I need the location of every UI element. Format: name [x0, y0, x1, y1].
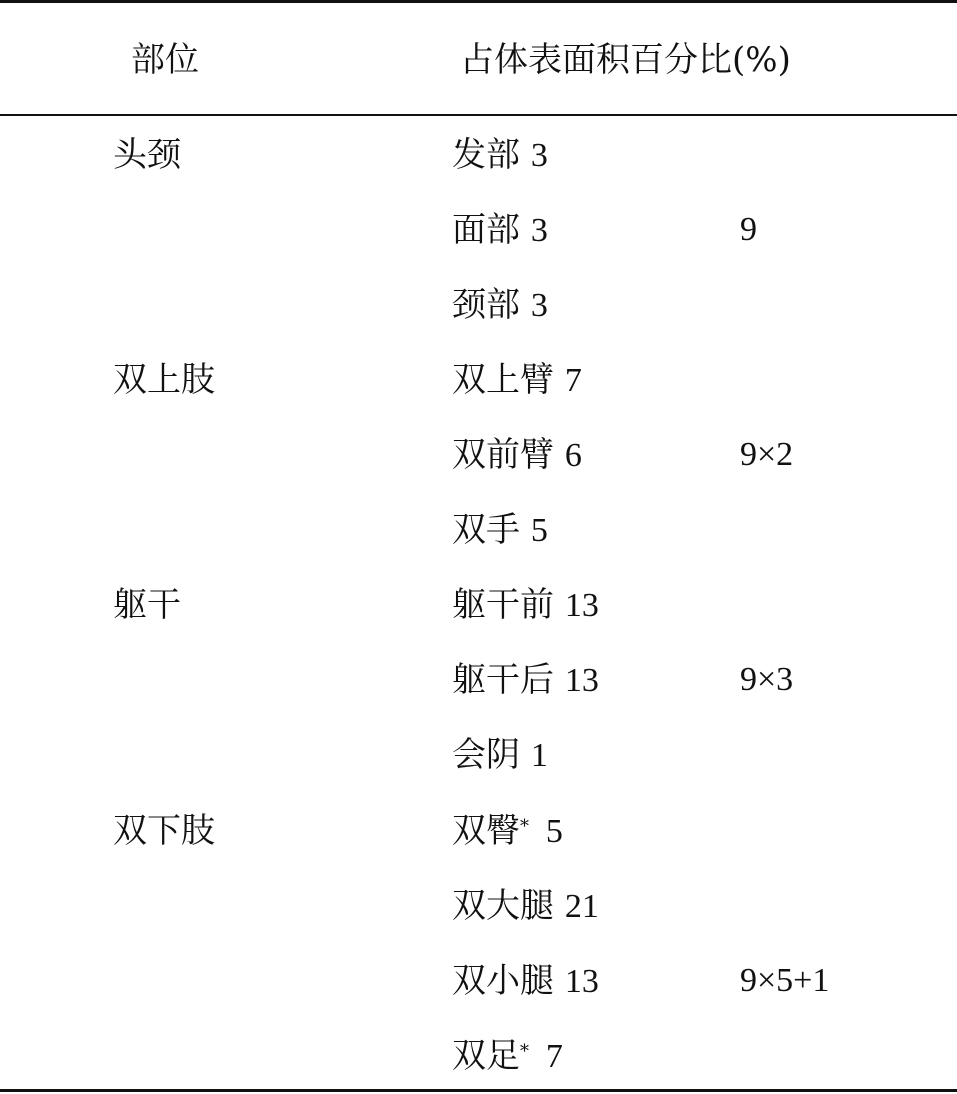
- sub-part-label: 双大腿: [452, 886, 554, 926]
- part-name: 躯干: [113, 585, 181, 625]
- part-name: 头颈: [113, 135, 181, 175]
- sub-part: [452, 210, 548, 251]
- part-total: 9×5+1: [740, 962, 830, 999]
- sub-part: [452, 886, 599, 927]
- sub-part-label: 颈部: [452, 285, 520, 325]
- sub-part: [452, 285, 548, 326]
- sub-part: [452, 811, 563, 852]
- sub-part-label: 双臀: [452, 811, 520, 851]
- sub-part-value: 5: [530, 512, 548, 549]
- table-header-rule: [0, 114, 957, 116]
- sub-part-value: 13: [564, 963, 599, 1000]
- sub-part-label: 会阴: [452, 735, 520, 775]
- sub-part: [452, 135, 548, 176]
- sub-part-value: 21: [564, 888, 599, 925]
- sub-part-value: 3: [530, 287, 548, 324]
- sub-part-label: 双上臂: [452, 360, 554, 400]
- table-bottom-rule: [0, 1089, 957, 1092]
- sub-part-label: 发部: [452, 135, 520, 175]
- header-percent: 占体表面积百分比(%): [460, 40, 791, 80]
- part-name: 双下肢: [113, 811, 215, 851]
- sub-part-value: 13: [564, 587, 599, 624]
- sub-part-value: 3: [530, 137, 548, 174]
- sub-part-value: 1: [530, 737, 548, 774]
- sub-part-value: 7: [564, 362, 582, 399]
- sub-part-label: 双足: [452, 1036, 520, 1076]
- sub-part: [452, 660, 599, 701]
- sub-part-value: 7: [545, 1038, 563, 1075]
- part-total: 9: [740, 211, 757, 248]
- sub-part: [452, 435, 582, 476]
- sub-part-value: 3: [530, 212, 548, 249]
- header-part: 部位: [131, 40, 199, 80]
- sub-part-label: 双前臂: [452, 435, 554, 475]
- sub-part-label: 双小腿: [452, 961, 554, 1001]
- footnote-mark: *: [520, 1041, 529, 1062]
- sub-part: [452, 360, 582, 401]
- sub-part: [452, 961, 599, 1002]
- sub-part-value: 13: [564, 662, 599, 699]
- footnote-mark: *: [520, 816, 529, 837]
- sub-part-value: 6: [564, 437, 582, 474]
- sub-part: [452, 1036, 563, 1077]
- table-top-rule: [0, 0, 957, 3]
- sub-part: [452, 510, 548, 551]
- sub-part: [452, 585, 599, 626]
- sub-part: [452, 735, 548, 776]
- sub-part-label: 面部: [452, 210, 520, 250]
- part-total: 9×3: [740, 661, 794, 698]
- part-total: 9×2: [740, 436, 794, 473]
- sub-part-value: 5: [545, 813, 563, 850]
- part-name: 双上肢: [113, 360, 215, 400]
- sub-part-label: 双手: [452, 510, 520, 550]
- sub-part-label: 躯干后: [452, 660, 554, 700]
- sub-part-label: 躯干前: [452, 585, 554, 625]
